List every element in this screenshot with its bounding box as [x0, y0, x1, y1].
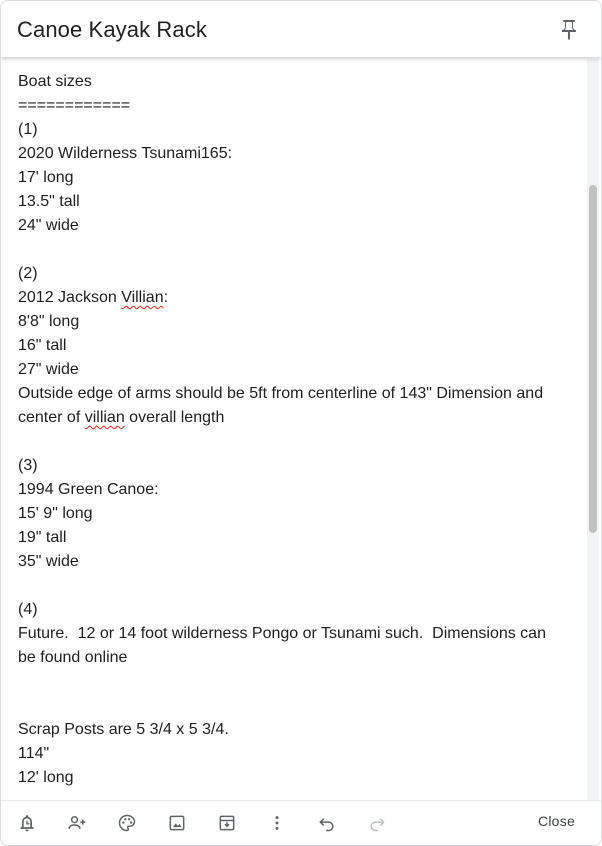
note-text-run: 1994 Green Canoe: [18, 481, 159, 498]
note-text-run: ============ [18, 97, 131, 114]
redo-icon [365, 811, 389, 835]
note-line[interactable] [18, 454, 568, 478]
note-line[interactable] [18, 502, 568, 526]
note-line[interactable] [18, 334, 568, 358]
note-text-run: be found online [18, 649, 128, 666]
note-text-run: Boat sizes [18, 73, 92, 90]
note-line[interactable] [18, 70, 568, 94]
note-text-run: (4) [18, 601, 38, 618]
note-text-run: 114" [18, 745, 50, 762]
note-line[interactable] [18, 406, 568, 430]
note-text-run: 8'8" long [18, 313, 80, 330]
archive-icon[interactable] [215, 811, 239, 835]
note-text-run: 2012 Jackson [18, 289, 122, 306]
note-line[interactable] [18, 622, 568, 646]
note-line[interactable] [18, 574, 568, 598]
note-text-run: 24" wide [18, 217, 79, 234]
undo-icon[interactable] [315, 811, 339, 835]
pin-icon[interactable] [557, 18, 581, 42]
note-line[interactable] [18, 670, 568, 694]
background-options-icon[interactable] [115, 811, 139, 835]
scrollbar-track[interactable] [587, 59, 599, 803]
note-line[interactable] [18, 550, 568, 574]
note-text-run: (2) [18, 265, 38, 282]
close-button[interactable]: Close [537, 813, 575, 829]
note-text-run: (3) [18, 457, 38, 474]
note-title[interactable]: Canoe Kayak Rack [17, 17, 207, 42]
note-line[interactable] [18, 478, 568, 502]
note-line[interactable] [18, 286, 568, 310]
note-line[interactable] [18, 646, 568, 670]
note-line[interactable] [18, 214, 568, 238]
note-line[interactable] [18, 166, 568, 190]
note-text-run: 2020 Wilderness Tsunami165: [18, 145, 233, 162]
collaborator-icon[interactable] [65, 811, 89, 835]
note-text-run: 27" wide [18, 361, 79, 378]
note-body[interactable] [1, 57, 589, 803]
note-line[interactable] [18, 382, 568, 406]
note-line[interactable] [18, 526, 568, 550]
note-text-run: 12' long [18, 769, 74, 786]
note-text-run: : [163, 289, 169, 306]
note-text-run: 15' 9" long [18, 505, 93, 522]
note-text-run: (1) [18, 121, 38, 138]
remind-me-icon[interactable] [15, 811, 39, 835]
note-line[interactable] [18, 310, 568, 334]
note-text-run: Outside edge of arms should be 5ft from centerline of 143" Dimension and [18, 385, 544, 402]
note-text-run: 16" tall [18, 337, 67, 354]
note-line[interactable] [18, 94, 568, 118]
misspelled-word: villian [84, 409, 125, 426]
scrollbar-thumb[interactable] [589, 185, 597, 533]
note-header [1, 1, 601, 57]
note-line[interactable] [18, 718, 568, 742]
note-line[interactable] [18, 238, 568, 262]
note-line[interactable] [18, 118, 568, 142]
note-text-run: 17' long [18, 169, 74, 186]
note-text-run: center of [18, 409, 85, 426]
note-line[interactable] [18, 766, 568, 790]
note-text-run: overall length [124, 409, 225, 426]
note-text[interactable] [18, 70, 568, 790]
note-text-run: Scrap Posts are 5 3/4 x 5 3/4. [18, 721, 229, 738]
note-line[interactable] [18, 742, 568, 766]
note-line[interactable] [18, 262, 568, 286]
add-image-icon[interactable] [165, 811, 189, 835]
note-line[interactable] [18, 598, 568, 622]
misspelled-word: Villian [121, 289, 164, 306]
note-text-run: 35" wide [18, 553, 79, 570]
note-line[interactable] [18, 142, 568, 166]
note-text-run: 19" tall [18, 529, 67, 546]
note-line[interactable] [18, 358, 568, 382]
note-toolbar [1, 800, 601, 845]
note-line[interactable] [18, 190, 568, 214]
note-line[interactable] [18, 694, 568, 718]
note-line[interactable] [18, 430, 568, 454]
more-icon[interactable] [265, 811, 289, 835]
note-text-run: Future. 12 or 14 foot wilderness Pongo or Tsunami such. Dimensions can [18, 625, 546, 642]
note-text-run: 13.5" tall [18, 193, 80, 210]
